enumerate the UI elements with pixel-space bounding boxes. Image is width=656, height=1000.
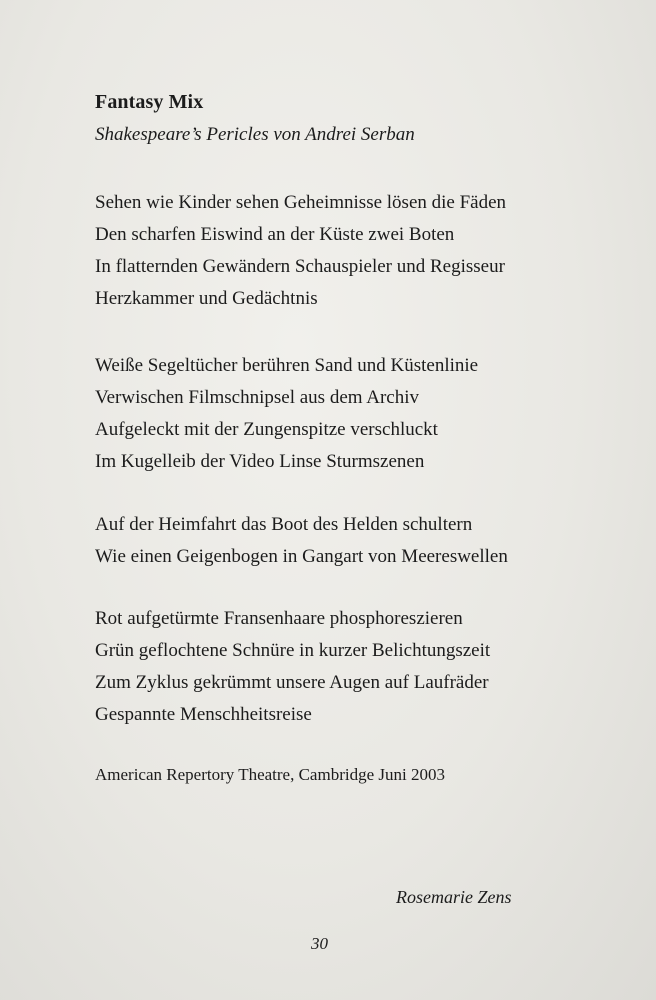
poem-line: Den scharfen Eiswind an der Küste zwei Boten [95, 224, 455, 245]
poem-title: Fantasy Mix [95, 91, 204, 113]
poem-line: Rot aufgetürmte Fransenhaare phosphoreszieren [95, 608, 463, 629]
venue-note: American Repertory Theatre, Cambridge Juni 2003 [95, 765, 445, 784]
stanza-1 [95, 187, 506, 315]
poem-line: Sehen wie Kinder sehen Geheimnisse lösen die Fäden [95, 192, 507, 213]
author-name: Rosemarie Zens [396, 887, 512, 907]
poem-line: Zum Zyklus gekrümmt unsere Augen auf Laufräder [95, 672, 489, 693]
poem-line: Im Kugelleib der Video Linse Sturmszenen [95, 451, 425, 472]
stanza-2 [95, 350, 478, 478]
poem-line: Herzkammer und Gedächtnis [95, 288, 318, 309]
poem-subtitle: Shakespeare’s Pericles von Andrei Serban [95, 124, 415, 145]
page-number: 30 [311, 934, 328, 953]
poem-line: Aufgeleckt mit der Zungenspitze verschluckt [95, 419, 438, 440]
poem-line: Gespannte Menschheitsreise [95, 704, 312, 725]
poem-line: Weiße Segeltücher berühren Sand und Küstenlinie [95, 355, 479, 376]
poem-line: Verwischen Filmschnipsel aus dem Archiv [95, 387, 420, 408]
poem-line: Auf der Heimfahrt das Boot des Helden schultern [95, 514, 473, 535]
stanza-3 [95, 509, 508, 573]
poem-line: Wie einen Geigenbogen in Gangart von Meereswellen [95, 546, 508, 567]
poem-line: Grün geflochtene Schnüre in kurzer Belichtungszeit [95, 640, 491, 661]
stanza-4 [95, 603, 490, 731]
poem-line: In flatternden Gewändern Schauspieler und Regisseur [95, 256, 505, 277]
